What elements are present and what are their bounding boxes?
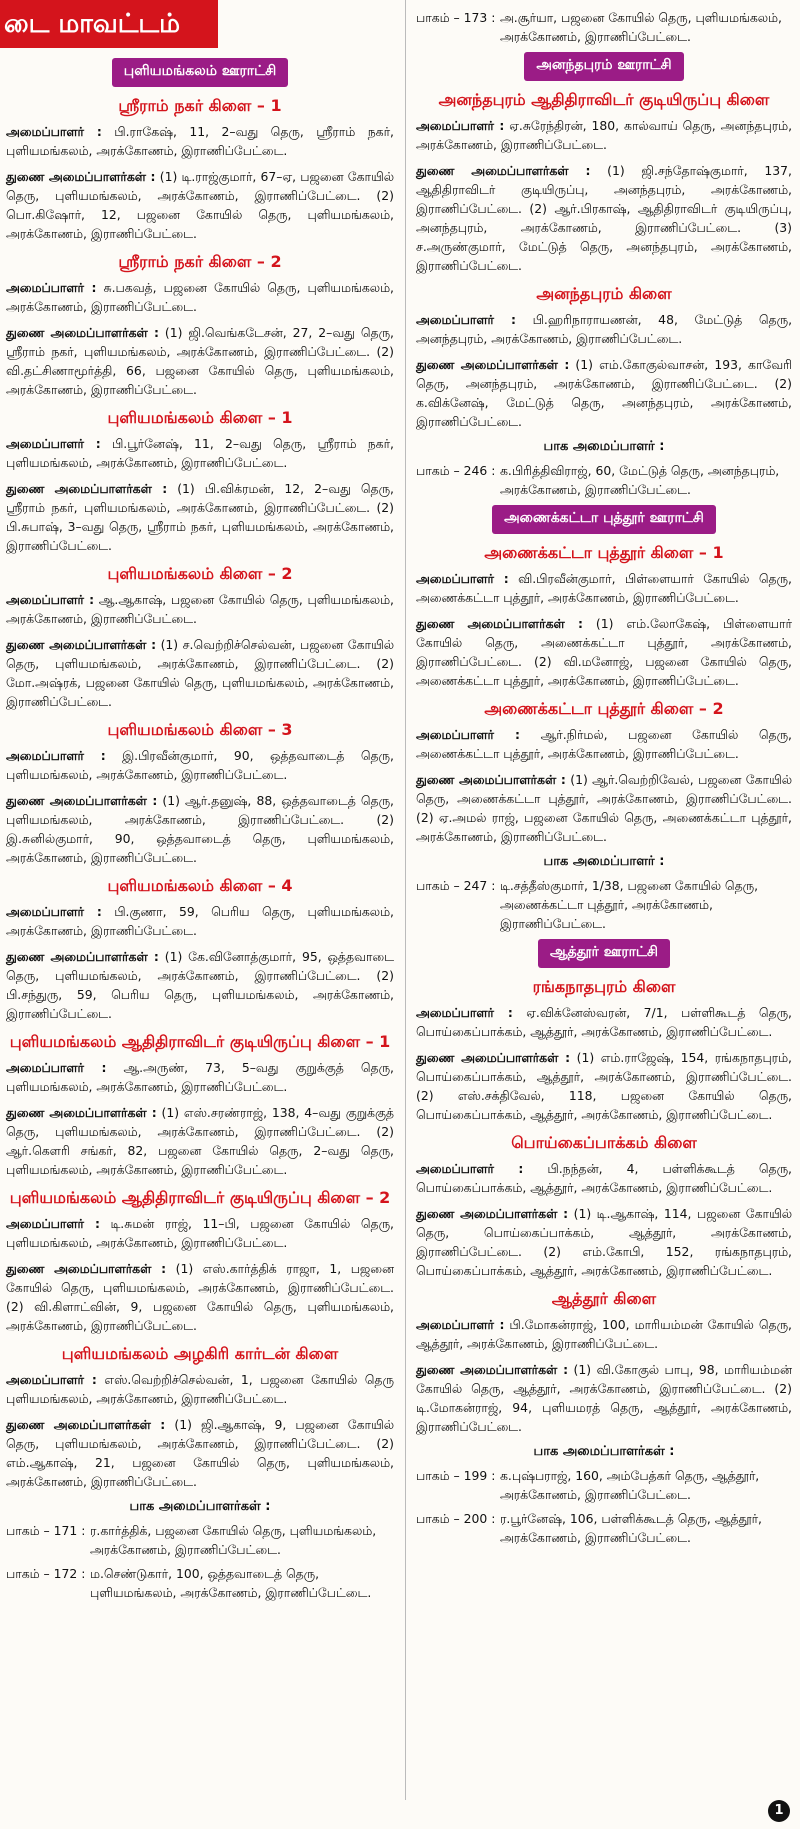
member-entry: [416, 355, 792, 431]
section-organizer-row: [6, 1521, 394, 1559]
branch-heading: ஸ்ரீராம் நகர் கிளை – 2: [118, 252, 282, 271]
branch-heading: புளியமங்கலம் கிளை – 3: [107, 720, 293, 739]
section-organizer-row: [416, 1509, 792, 1547]
left-column: [6, 52, 394, 1607]
member-entry: [6, 278, 394, 316]
member-entry: [416, 1360, 792, 1436]
role-label: அமைப்பாளர் :: [416, 312, 516, 327]
role-label: துணை அமைப்பாளர்கள் :: [6, 1105, 157, 1120]
member-details: ஆ.ஆகாஷ், பஜனை கோயில் தெரு, புளியமங்கலம், அரக்கோணம், இராணிப்பேட்டை.: [6, 592, 394, 626]
branch-heading: அணைக்கட்டா புத்தூர் கிளை – 1: [484, 543, 724, 562]
member-details: பி.மோகன்ராஜ், 100, மாரியம்மன் கோயில் தெரு, ஆத்தூர், அரக்கோணம், இராணிப்பேட்டை.: [416, 1317, 792, 1351]
role-label: அமைப்பாளர் :: [416, 118, 505, 133]
right-column: [416, 8, 792, 1552]
member-entry: [6, 590, 394, 628]
panchayat-badge-wrap: [6, 58, 394, 87]
role-label: அமைப்பாளர் :: [416, 727, 520, 742]
role-label: துணை அமைப்பாளர்கள் :: [6, 169, 156, 184]
panchayat-badge: அணைக்கட்டா புத்தூர் ஊராட்சி: [492, 505, 716, 534]
member-details: (1) ஜி.ஆகாஷ், 9, பஜனை கோயில் தெரு, புளியமங்கலம், அரக்கோணம், இராணிப்பேட்டை. (2) எம்.ஆகாஷ், 21, பஜனை கோயில் தெரு, புளியமங்கலம், அரக்கோணம், இராணிப்பேட்டை.: [6, 1417, 394, 1489]
member-details: பி.குணா, 59, பெரிய தெரு, புளியமங்கலம், அரக்கோணம், இராணிப்பேட்டை.: [6, 904, 394, 938]
member-details: ஆ.அருண், 73, 5–வது குறுக்குத் தெரு, புளியமங்கலம், அரக்கோணம், இராணிப்பேட்டை.: [6, 1060, 394, 1094]
branch-heading: புளியமங்கலம் ஆதிதிராவிடர் குடியிருப்பு கிளை – 2: [9, 1188, 391, 1207]
member-entry: [6, 1058, 394, 1096]
branch-heading: அனந்தபுரம் கிளை: [536, 284, 672, 303]
section-organizers-heading: பாக அமைப்பாளர்கள் :: [533, 1444, 675, 1459]
section-number: பாகம் – 172 :: [6, 1566, 86, 1581]
member-details: ஏ.சுரேந்திரன், 180, கால்வாய் தெரு, அனந்தபுரம், அரக்கோணம், இராணிப்பேட்டை.: [416, 118, 793, 152]
section-organizer-details: ர.பூர்னேஷ், 106, பள்ளிக்கூடத் தெரு, ஆத்தூர், அரக்கோணம், இராணிப்பேட்டை.: [500, 1511, 762, 1545]
role-label: துணை அமைப்பாளர்கள் :: [416, 772, 566, 787]
role-label: அமைப்பாளர் :: [416, 1161, 524, 1176]
role-label: துணை அமைப்பாளர்கள் :: [416, 1362, 569, 1377]
member-entry: [6, 1259, 394, 1335]
member-details: ஏ.விக்னேஸ்வரன், 7/1, பள்ளிகூடத் தெரு, பொய்கைப்பாக்கம், ஆத்தூர், அரக்கோணம், இராணிப்பேட்டை.: [416, 1005, 792, 1039]
member-entry: [6, 947, 394, 1023]
role-label: அமைப்பாளர் :: [6, 1216, 100, 1231]
member-details: (1) எம்.லோகேஷ், பிள்ளையார் கோயில் தெரு, அணைக்கட்டா புத்தூர், அரக்கோணம், இராணிப்பேட்டை. (2) வி.மனோஜ், பஜனை கோயில் தெரு, அணைக்கட்டா புத்தூர், அரக்கோணம், இராணிப்பேட்டை.: [416, 616, 792, 688]
role-label: அமைப்பாளர் :: [416, 1005, 513, 1020]
role-label: துணை அமைப்பாளர்கள் :: [416, 163, 591, 178]
role-label: துணை அமைப்பாளர்கள் :: [6, 481, 168, 496]
role-label: துணை அமைப்பாளர்கள் :: [416, 1206, 569, 1221]
panchayat-badge-wrap: [416, 505, 792, 534]
role-label: அமைப்பாளர் :: [6, 1372, 97, 1387]
section-number: பாகம் – 171 :: [6, 1523, 86, 1538]
section-organizer-details: டி.சத்தீஸ்குமார், 1/38, பஜனை கோயில் தெரு, அணைக்கட்டா புத்தூர், அரக்கோணம், இராணிப்பேட்டை.: [500, 878, 759, 931]
section-organizer-row: [416, 8, 792, 46]
member-details: (1) எஸ்.கார்த்திக் ராஜா, 1, பஜனை கோயில் தெரு, புளியமங்கலம், அரக்கோணம், இராணிப்பேட்டை. (2) வி.கிளாட்வின், 9, பஜனை கோயில் தெரு, புளியமங்கலம், அரக்கோணம், இராணிப்பேட்டை.: [6, 1261, 394, 1333]
section-organizer-details: க.பிரித்திவிராஜ், 60, மேட்டுத் தெரு, அனந்தபுரம், அரக்கோணம், இராணிப்பேட்டை.: [500, 463, 780, 497]
role-label: துணை அமைப்பாளர்கள் :: [6, 1417, 166, 1432]
member-details: (1) கே.வினோத்குமார், 95, ஒத்தவாடை தெரு, புளியமங்கலம், அரக்கோணம், இராணிப்பேட்டை. (2) பி.சந்துரு, 59, பெரிய தெரு, புளியமங்கலம், அரக்கோணம், இராணிப்பேட்டை.: [6, 949, 394, 1021]
section-organizer-details: க.புஷ்பராஜ், 160, அம்பேத்கர் தெரு, ஆத்தூர், அரக்கோணம், இராணிப்பேட்டை.: [500, 1468, 760, 1502]
member-entry: [416, 569, 792, 607]
branch-heading: ஆத்தூர் கிளை: [551, 1289, 657, 1308]
member-entry: [416, 1204, 792, 1280]
member-details: (1) வி.கோகுல் பாபு, 98, மாரியம்மன் கோயில் தெரு, ஆத்தூர், அரக்கோணம், இராணிப்பேட்டை. (2) டி.மோகன்ராஜ், 94, புளியமரத் தெரு, ஆத்தூர், அரக்கோணம், இராணிப்பேட்டை.: [416, 1362, 792, 1434]
panchayat-badge-wrap: [416, 52, 792, 81]
member-entry: [6, 1415, 394, 1491]
member-details: (1) ஆர்.தனுஷ், 88, ஒத்தவாடைத் தெரு, புளியமங்கலம், அரக்கோணம், இராணிப்பேட்டை. (2) இ.சுனில்குமார், 90, ஒத்தவாடைத் தெரு, புளியமங்கலம், அரக்கோணம், இராணிப்பேட்டை.: [6, 793, 394, 865]
member-entry: [6, 479, 394, 555]
section-organizers-heading: பாக அமைப்பாளர்கள் :: [129, 1499, 271, 1514]
member-entry: [6, 902, 394, 940]
member-entry: [6, 635, 394, 711]
member-details: பி.ராகேஷ், 11, 2–வது தெரு, ஸ்ரீராம் நகர், புளியமங்கலம், அரக்கோணம், இராணிப்பேட்டை.: [6, 124, 394, 158]
member-entry: [416, 1315, 792, 1353]
member-details: வி.பிரவீன்குமார், பிள்ளையார் கோயில் தெரு, அணைக்கட்டா புத்தூர், அரக்கோணம், இராணிப்பேட்டை.: [416, 571, 792, 605]
panchayat-badge: புளியமங்கலம் ஊராட்சி: [112, 58, 288, 87]
role-label: துணை அமைப்பாளர்கள் :: [416, 1050, 571, 1065]
role-label: அமைப்பாளர் :: [6, 592, 95, 607]
section-number: பாகம் – 246 :: [416, 463, 496, 478]
role-label: அமைப்பாளர் :: [6, 280, 97, 295]
role-label: துணை அமைப்பாளர்கள் :: [6, 325, 159, 340]
member-details: (1) எம்.கோகுல்வாசன், 193, காவேரி தெரு, அனந்தபுரம், அரக்கோணம், இராணிப்பேட்டை. (2) க.விக்னேஷ், மேட்டுத் தெரு, அனந்தபுரம், அரக்கோணம், இராணிப்பேட்டை.: [416, 357, 793, 429]
member-entry: [416, 116, 792, 154]
member-details: (1) ஜி.சந்தோஷ்குமார், 137, ஆதிதிராவிடர் குடியிருப்பு, அனந்தபுரம், அரக்கோணம், இராணிப்பேட்டை. (2) ஆர்.பிரகாஷ், ஆதிதிராவிடர் குடியிருப்பு, அனந்தபுரம், அரக்கோணம், இராணிப்பேட்டை. (3) ச.அருண்குமார், மேட்டுத் தெரு, அனந்தபுரம், அரக்கோணம், இராணிப்பேட்டை.: [416, 163, 792, 273]
member-details: இ.பிரவீன்குமார், 90, ஒத்தவாடைத் தெரு, புளியமங்கலம், அரக்கோணம், இராணிப்பேட்டை.: [6, 748, 394, 782]
member-entry: [6, 323, 394, 399]
member-entry: [416, 770, 792, 846]
branch-heading: புளியமங்கலம் கிளை – 2: [107, 564, 293, 583]
branch-heading: அணைக்கட்டா புத்தூர் கிளை – 2: [484, 699, 724, 718]
role-label: அமைப்பாளர் :: [6, 436, 101, 451]
masthead-title: டை மாவட்டம்: [0, 0, 218, 48]
panchayat-badge-wrap: [416, 939, 792, 968]
member-details: (1) ஆர்.வெற்றிவேல், பஜனை கோயில் தெரு, அணைக்கட்டா புத்தூர், அரக்கோணம், இராணிப்பேட்டை. (2) ஏ.அமல் ராஜ், பஜனை கோயில் தெரு, அணைக்கட்டா புத்தூர், அரக்கோணம், இராணிப்பேட்டை.: [416, 772, 792, 844]
section-number: பாகம் – 199 :: [416, 1468, 496, 1483]
role-label: அமைப்பாளர் :: [6, 748, 106, 763]
role-label: அமைப்பாளர் :: [416, 571, 509, 586]
member-details: பி.ஹரிநாராயணன், 48, மேட்டுத் தெரு, அனந்தபுரம், அரக்கோணம், இராணிப்பேட்டை.: [416, 312, 793, 346]
member-entry: [6, 791, 394, 867]
panchayat-badge: அனந்தபுரம் ஊராட்சி: [524, 52, 683, 81]
member-details: (1) டி.ராஜ்குமார், 67–ஏ, பஜனை கோயில் தெரு, புளியமங்கலம், அரக்கோணம், இராணிப்பேட்டை. (2) பொ.கிஷோர், 12, பஜனை கோயில் தெரு, புளியமங்கலம், அரக்கோணம், இராணிப்பேட்டை.: [6, 169, 394, 241]
panchayat-badge: ஆத்தூர் ஊராட்சி: [538, 939, 670, 968]
member-details: சு.பகவத், பஜனை கோயில் தெரு, புளியமங்கலம், அரக்கோணம், இராணிப்பேட்டை.: [6, 280, 394, 314]
role-label: துணை அமைப்பாளர்கள் :: [6, 793, 158, 808]
member-entry: [416, 310, 792, 348]
member-entry: [416, 614, 792, 690]
member-entry: [6, 167, 394, 243]
member-details: (1) பி.விக்ரமன், 12, 2–வது தெரு, ஸ்ரீராம் நகர், புளியமங்கலம், அரக்கோணம், இராணிப்பேட்டை. (2) பி.சுபாஷ், 3–வது தெரு, ஸ்ரீராம் நகர், புளியமங்கலம், அரக்கோணம், இராணிப்பேட்டை.: [6, 481, 394, 553]
section-organizer-details: ம.செண்டுகார், 100, ஒத்தவாடைத் தெரு, புளியமங்கலம், அரக்கோணம், இராணிப்பேட்டை.: [90, 1566, 372, 1600]
member-entry: [6, 1370, 394, 1408]
member-details: எஸ்.வெற்றிச்செல்வன், 1, பஜனை கோயில் தெரு புளியமங்கலம், அரக்கோணம், இராணிப்பேட்டை.: [6, 1372, 394, 1406]
member-details: (1) ஜி.வெங்கடேசன், 27, 2–வது தெரு, ஸ்ரீராம் நகர், புளியமங்கலம், அரக்கோணம், இராணிப்பேட்டை. (2) வி.தட்சிணாமூர்த்தி, 66, பஜனை கோயில் தெரு, புளியமங்கலம், அரக்கோணம், இராணிப்பேட்டை.: [6, 325, 394, 397]
member-entry: [416, 1159, 792, 1197]
branch-heading: புளியமங்கலம் அழகிரி கார்டன் கிளை: [61, 1344, 339, 1363]
member-entry: [416, 161, 792, 275]
role-label: அமைப்பாளர் :: [416, 1317, 505, 1332]
member-details: பி.நந்தன், 4, பள்ளிக்கூடத் தெரு, பொய்கைப்பாக்கம், ஆத்தூர், அரக்கோணம், இராணிப்பேட்டை.: [416, 1161, 792, 1195]
branch-heading: புளியமங்கலம் கிளை – 4: [107, 876, 293, 895]
section-organizer-details: அ.சூர்யா, பஜனை கோயில் தெரு, புளியமங்கலம், அரக்கோணம், இராணிப்பேட்டை.: [500, 10, 782, 44]
section-number: பாகம் – 247 :: [416, 878, 496, 893]
member-details: (1) எஸ்.சரண்ராஜ், 138, 4–வது குறுக்குத் தெரு, புளியமங்கலம், அரக்கோணம், இராணிப்பேட்டை. (2) ஆர்.கௌரி சங்கர், 82, பஜனை கோயில் தெரு, 2–வது தெரு, புளியமங்கலம், அரக்கோணம், இராணிப்பேட்டை.: [6, 1105, 394, 1177]
section-number: பாகம் – 173 :: [416, 10, 496, 25]
branch-heading: ரங்கநாதபுரம் கிளை: [532, 977, 676, 996]
role-label: துணை அமைப்பாளர்கள் :: [6, 1261, 167, 1276]
member-details: டி.சுமன் ராஜ், 11–பி, பஜனை கோயில் தெரு, புளியமங்கலம், அரக்கோணம், இராணிப்பேட்டை.: [6, 1216, 394, 1250]
role-label: துணை அமைப்பாளர்கள் :: [6, 637, 157, 652]
role-label: அமைப்பாளர் :: [6, 1060, 107, 1075]
member-entry: [6, 122, 394, 160]
member-details: (1) டி.ஆகாஷ், 114, பஜனை கோயில் தெரு, பொய்கைப்பாக்கம், ஆத்தூர், அரக்கோணம், இராணிப்பேட்டை. (2) எம்.கோபி, 152, ரங்கநாதபுரம், பொய்கைப்பாக்கம், ஆத்தூர், அரக்கோணம், இராணிப்பேட்டை.: [416, 1206, 792, 1278]
section-organizer-details: ர.கார்த்திக், பஜனை கோயில் தெரு, புளியமங்கலம், அரக்கோணம், இராணிப்பேட்டை.: [90, 1523, 377, 1557]
member-entry: [416, 1048, 792, 1124]
member-entry: [6, 1214, 394, 1252]
branch-heading: புளியமங்கலம் ஆதிதிராவிடர் குடியிருப்பு கிளை – 1: [9, 1032, 391, 1051]
section-organizer-row: [6, 1564, 394, 1602]
member-entry: [416, 725, 792, 763]
member-details: (1) எம்.ராஜேஷ், 154, ரங்கநாதபுரம், பொய்கைப்பாக்கம், ஆத்தூர், அரக்கோணம், இராணிப்பேட்டை. (2) எஸ்.சக்திவேல், 118, பஜனை கோயில் தெரு, பொய்கைப்பாக்கம், ஆத்தூர், அரக்கோணம், இராணிப்பேட்டை.: [416, 1050, 792, 1122]
role-label: துணை அமைப்பாளர்கள் :: [416, 616, 583, 631]
branch-heading: பொய்கைப்பாக்கம் கிளை: [511, 1133, 697, 1152]
member-details: (1) ச.வெற்றிச்செல்வன், பஜனை கோயில் தெரு, புளியமங்கலம், அரக்கோணம், இராணிப்பேட்டை. (2) மோ.அஷ்ரக், பஜனை கோயில் தெரு, புளியமங்கலம், அரக்கோணம், இராணிப்பேட்டை.: [6, 637, 394, 709]
role-label: அமைப்பாளர் :: [6, 124, 102, 139]
branch-heading: அனந்தபுரம் ஆதிதிராவிடர் குடியிருப்பு கிளை: [438, 90, 770, 109]
member-entry: [6, 746, 394, 784]
page-number: 1: [768, 1800, 790, 1822]
role-label: துணை அமைப்பாளர்கள் :: [416, 357, 570, 372]
member-entry: [6, 1103, 394, 1179]
role-label: அமைப்பாளர் :: [6, 904, 102, 919]
branch-heading: புளியமங்கலம் கிளை – 1: [107, 408, 293, 427]
section-organizer-row: [416, 876, 792, 933]
member-entry: [416, 1003, 792, 1041]
section-organizers-heading: பாக அமைப்பாளர் :: [543, 439, 665, 454]
section-organizers-heading: பாக அமைப்பாளர் :: [543, 854, 665, 869]
member-details: ஆர்.நிர்மல், பஜனை கோயில் தெரு, அணைக்கட்டா புத்தூர், அரக்கோணம், இராணிப்பேட்டை.: [416, 727, 792, 761]
branch-heading: ஸ்ரீராம் நகர் கிளை – 1: [118, 96, 282, 115]
member-details: பி.பூர்னேஷ், 11, 2–வது தெரு, ஸ்ரீராம் நகர், புளியமங்கலம், அரக்கோணம், இராணிப்பேட்டை.: [6, 436, 394, 470]
column-divider: [405, 0, 406, 1800]
member-entry: [6, 434, 394, 472]
section-organizer-row: [416, 461, 792, 499]
role-label: துணை அமைப்பாளர்கள் :: [6, 949, 159, 964]
section-number: பாகம் – 200 :: [416, 1511, 496, 1526]
section-organizer-row: [416, 1466, 792, 1504]
